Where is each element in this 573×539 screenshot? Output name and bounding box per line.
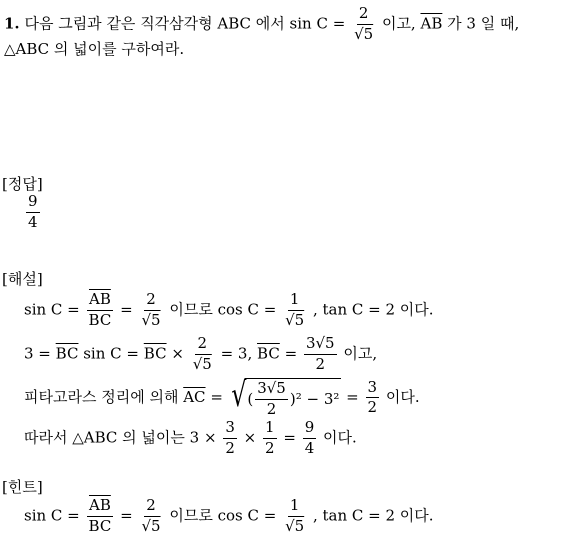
solution-header: [해설] bbox=[2, 270, 43, 288]
problem-text-c: 가 3 일 때, bbox=[447, 14, 520, 33]
answer-value: $\frac{9}{4}$ bbox=[28, 192, 38, 231]
problem-line-1 bbox=[4, 6, 519, 43]
answer-header: [정답] bbox=[2, 175, 43, 193]
segment-ab: $\overline{AB}$ bbox=[420, 14, 443, 33]
problem-number: 1. bbox=[4, 14, 20, 33]
solution-line-4: 따라서 △ABC 의 넓이는 3 × $\frac{3}{2}$ × $\frac{1}{2}$ = $\frac{9}{4}$ 이다. bbox=[24, 418, 357, 457]
problem-text-a: 다음 그림과 같은 직각삼각형 ABC 에서 sin C = bbox=[24, 14, 346, 33]
hint-line: sin C = $\frac{\overline{AB}}{BC}$ = $\frac{2}{√5}$ 이므로 cos C = $\frac{1}{√5}$ , tan C = 2 이다. bbox=[24, 496, 434, 535]
problem-fraction: $\frac{2}{√5}$ bbox=[354, 4, 374, 43]
solution-line-2: $3 = \overline{BC}$ $\sin C = \overline{BC}$ × $\frac{2}{√5}$ = 3, $\overline{BC}$ = $\frac{3√5}{2}$ 이고, bbox=[24, 334, 378, 373]
problem-text-b: 이고, bbox=[381, 14, 416, 33]
square-root: √ ( $\frac{3√5}{2}$ )² − 3² bbox=[230, 375, 340, 418]
hint-header: [힌트] bbox=[2, 478, 43, 496]
problem-line-2: △ABC 의 넓이를 구하여라. bbox=[4, 40, 185, 58]
solution-line-3: 피타고라스 정리에 의해 $\overline{AC}$ = √ ( $\frac{3√5}{2}$ )² − 3² = $\frac{3}{2}$ 이다. bbox=[24, 375, 420, 418]
solution-line-1: sin C = $\frac{\overline{AB}}{BC}$ = $\frac{2}{√5}$ 이므로 cos C = $\frac{1}{√5}$ , tan C = 2 이다. bbox=[24, 290, 434, 329]
